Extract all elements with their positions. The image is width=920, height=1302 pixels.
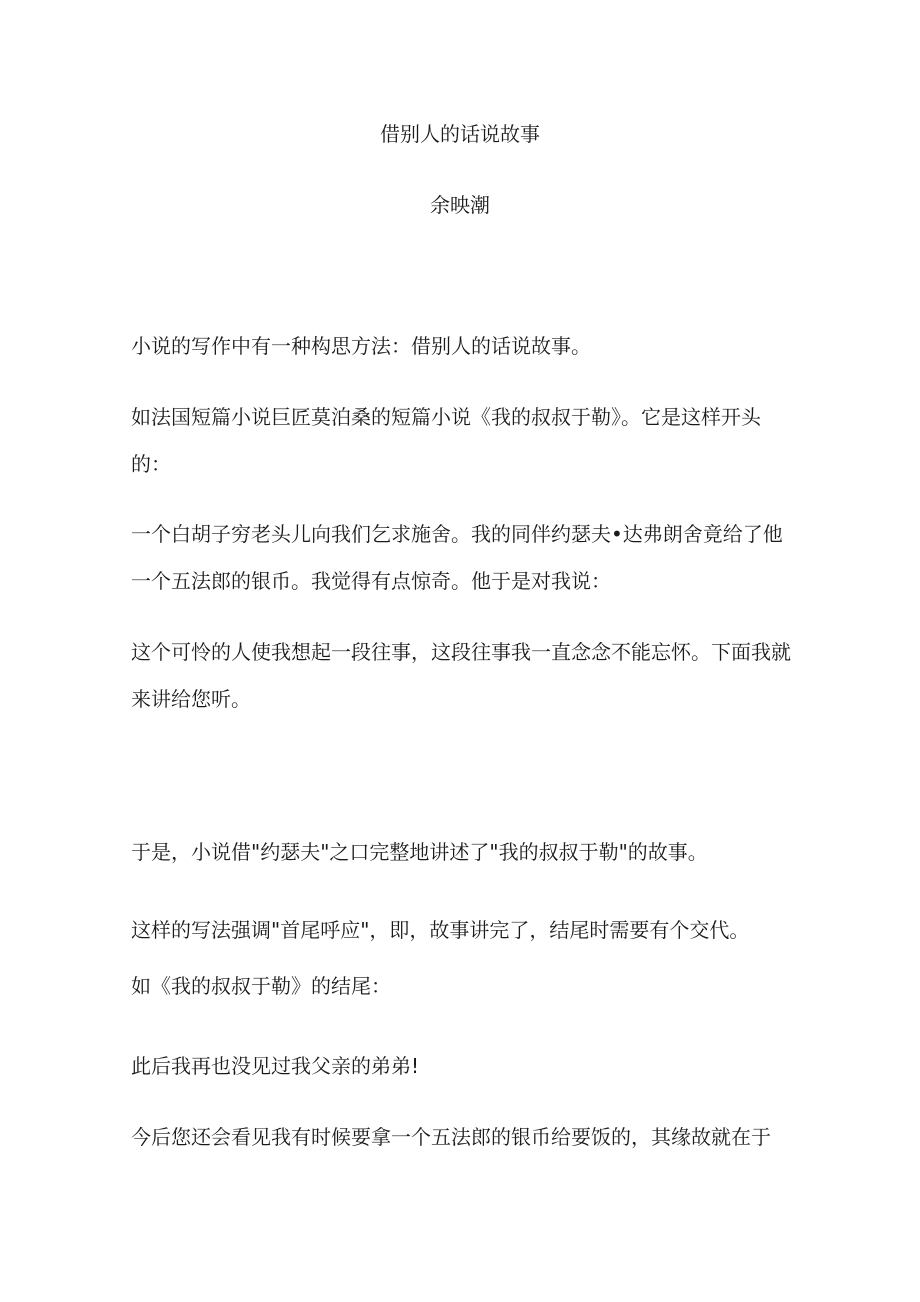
paragraph-3: 一个白胡子穷老头儿向我们乞求施舍。我的同伴约瑟夫•达弗朗舍竟给了他一个五法郎的银币。我觉得有点惊奇。他于是对我说： <box>131 522 783 593</box>
paragraph-4: 这个可怜的人使我想起一段往事，这段往事我一直念念不能忘怀。下面我就来讲给您听。 <box>131 640 791 711</box>
paragraph-9: 今后您还会看见我有时候要拿一个五法郎的银币给要饭的，其缘故就在于 <box>131 1125 771 1149</box>
paragraph-8: 此后我再也没见过我父亲的弟弟! <box>131 1054 420 1078</box>
document-author: 余映潮 <box>430 193 490 217</box>
paragraph-7: 如《我的叔叔于勒》的结尾： <box>131 974 391 998</box>
paragraph-6: 这样的写法强调"首尾呼应"，即，故事讲完了，结尾时需要有个交代。 <box>131 918 750 942</box>
document-title: 借别人的话说故事 <box>380 122 540 146</box>
paragraph-1: 小说的写作中有一种构思方法：借别人的话说故事。 <box>131 334 591 358</box>
paragraph-2: 如法国短篇小说巨匠莫泊桑的短篇小说《我的叔叔于勒》。它是这样开头的： <box>131 405 761 476</box>
paragraph-5: 于是，小说借"约瑟夫"之口完整地讲述了"我的叔叔于勒"的故事。 <box>131 840 708 864</box>
